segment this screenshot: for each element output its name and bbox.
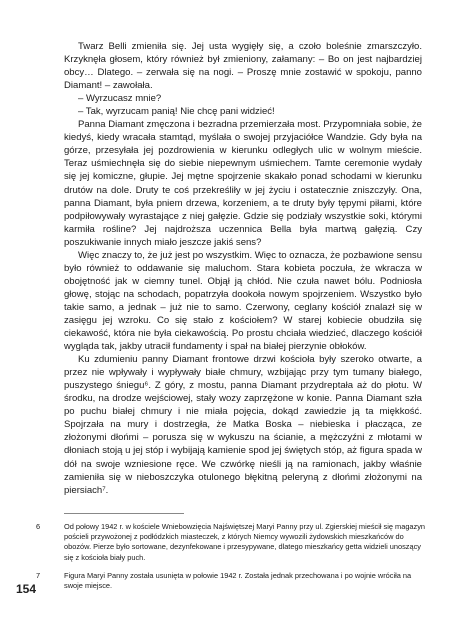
footnote-divider (64, 513, 184, 514)
paragraph: Panna Diamant zmęczona i bezradna przemierzała most. Przypomniała sobie, że kiedyś, kiedy wracała stamtąd, myślała o swojej przyjaciółce Wandzie. Gdy była na górze, przesyłała jej pozdrowienia w kierunku odległych ulic w wolnym mieście. Teraz uśmiechnęła się do siebie niepewnym uśmiechem. Tamte ceremonie wydały się jej komiczne, głupie. Jej mętne spojrzenie skakało ponad schodami w kierunku drutów na dole. Druty te coś przekreśliły w jej życiu i ostatecznie zniszczyły. Ona, panna Diamant, była pniem drzewa, korzeniem, a te druty były tępymi piłami, które podpiłowywały wyrastające z niej gałęzie. Gdzie się podziały wszystkie soki, którymi karmiła rośline? Jej najdroższa uczennica Bella była martwą gałęzią. Czy poszukiwanie innych miało jeszcze jakiś sens? (64, 119, 422, 248)
footnote-number: 7 (36, 570, 41, 580)
paragraph: Twarz Belli zmieniła się. Jej usta wygięły się, a czoło boleśnie zmarszczyło. Krzyknęła głosem, który również był zmieniony, załamany: – Bo on jest najbardziej obcy… Dlatego. – zerwała się na nogi. – Proszę mnie zostawić w spokoju, panno Diamant! – zawołała. (64, 41, 422, 92)
paragraph: Ku zdumieniu panny Diamant frontowe drzwi kościoła były szeroko otwarte, a przez nie wpływały i wypływały białe chmury, wzbijając przy tym tumany białego, puszystego śniegu⁶. Z góry, z mostu, panna Diamant przydreptała aż do płotu. W środku, na drodze wejściowej, stały wozy zaprzężone w konie. Panna Diamant szła po puchu białej chmury i nie miała pojęcia, dokąd zawiedzie ją ta miękkość. Spojrzała na mury i dostrzegła, że Matka Boska – niebieska i płacząca, ze złożonymi dłońmi – porusza się w wykuszu na ścianie, a mężczyźni z młotami w dłoniach stoją u jej stóp i wybijają kamienie spod jej świętych stóp, aż figura spada w dół na swoje wzniesione ręce. We czwórkę nieśli ją na ramionach, jakby właśnie zamieniła się w nieboszczyka otulonego błękitną peleryną z dłońmi złożonymi na piersiach⁷. (64, 354, 422, 496)
footnote-text: Od połowy 1942 r. w kościele Wniebowzięcia Najświętszej Maryi Panny przy ul. Zgierskiej mieścił się magazyn pościeli przywożonej z podłódzkich miasteczek, z których Niemcy wywozili żydowskich mieszkańców do obozów. Pierze było sortowane, dezynfekowane i przesypywane, dlatego mieszkańcy getta widzieli unoszący się z kościoła biały puch. (64, 522, 426, 562)
paragraph: Więc znaczy to, że już jest po wszystkim. Więc to oznacza, że pozbawione sensu było również to oddawanie się maluchom. Stara kobieta poczuła, że wkracza w obojętność jak w ciemny tunel. Objął ją chłód. Nie czuła nawet bólu. Podniosła głowę, stojąc na schodach, popatrzyła dookoła nowym spojrzeniem. Wszystko było takie samo, a jednak – już nie to samo. Czerwony, ceglany kościół znalazł się w zasięgu jej wzroku. Co się stało z kościołem? W starej kobiecie obudziła się ciekawość, która nie była ciekawością. Po prostu chciała wiedzieć, dlaczego kościół wygląda tak, jakby utracił fundamenty i spał na białej pierzynie obłoków. (64, 249, 422, 353)
page-number: 154 (16, 582, 37, 596)
body-text (64, 40, 422, 497)
footnotes (36, 522, 426, 599)
paragraph: – Tak, wyrzucam panią! Nie chcę pani widzieć! (78, 106, 275, 118)
footnote-text: Figura Maryi Panny została usunięta w połowie 1942 r. Została jednak przechowana i po wojnie wróciła na swoje miejsce. (64, 570, 412, 591)
footnote-number: 6 (36, 522, 41, 531)
footnote (36, 571, 426, 591)
footnote (36, 522, 426, 563)
paragraph: – Wyrzucasz mnie? (78, 93, 162, 105)
